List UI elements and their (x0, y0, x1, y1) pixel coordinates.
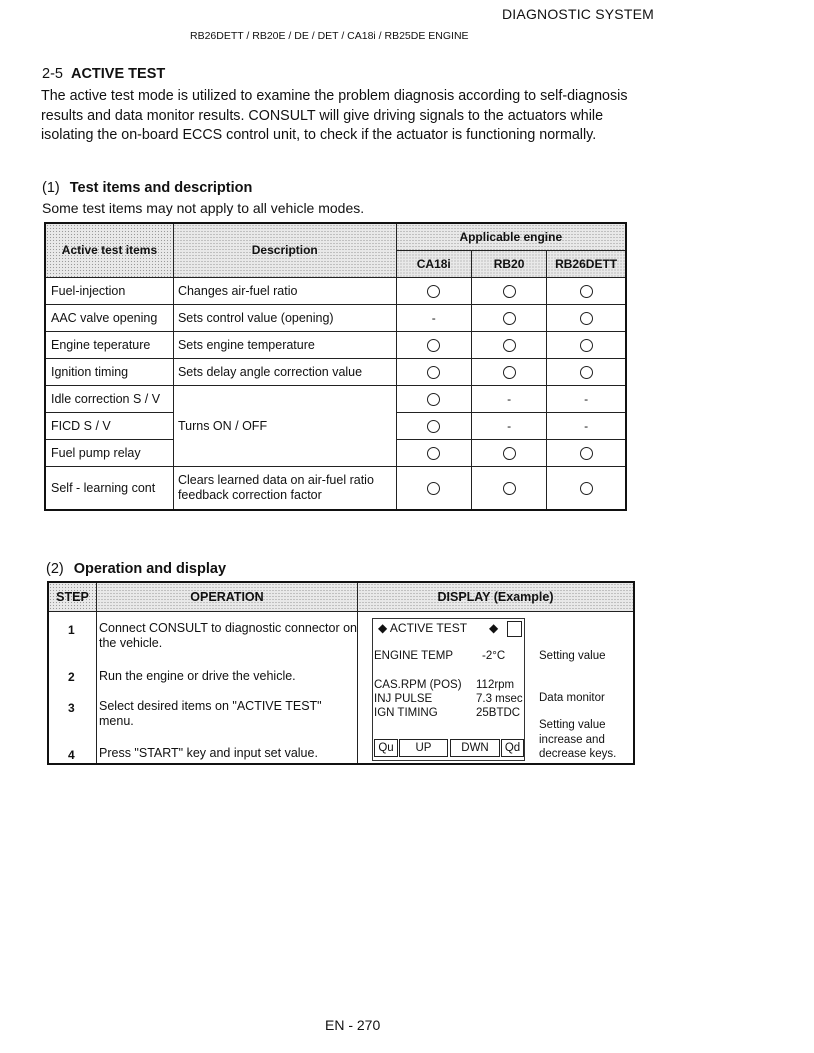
display-example (358, 612, 634, 764)
table-row (45, 385, 626, 412)
applicability-cell (471, 466, 546, 510)
applicability-cell (471, 331, 546, 358)
applicability-cell (396, 466, 471, 510)
header-title: DIAGNOSTIC SYSTEM (502, 6, 654, 22)
test-item: Ignition timing (45, 358, 173, 385)
applicability-cell (471, 412, 546, 439)
test-item: Fuel-injection (45, 277, 173, 304)
circle-mark-icon (580, 339, 593, 352)
test-description: Turns ON / OFF (173, 385, 396, 466)
circle-mark-icon (427, 393, 440, 406)
applicability-cell (396, 439, 471, 466)
col-header-display: DISPLAY (Example) (358, 582, 635, 612)
screen-title-row (378, 621, 467, 635)
applicability-cell (471, 304, 546, 331)
not-applicable-mark: - (507, 418, 512, 433)
not-applicable-mark: - (507, 391, 512, 406)
part2-number: (2) (46, 561, 64, 577)
circle-mark-icon (427, 482, 440, 495)
circle-mark-icon (580, 447, 593, 460)
part2-heading (46, 561, 226, 577)
diamond-icon: ◆ (489, 621, 499, 635)
test-description: Sets delay angle correction value (173, 358, 396, 385)
applicability-cell (547, 277, 626, 304)
circle-mark-icon (580, 482, 593, 495)
applicability-cell (396, 277, 471, 304)
step-text: Run the engine or drive the vehicle. (99, 669, 296, 683)
note-data-monitor: Data monitor (539, 692, 605, 704)
test-item: Fuel pump relay (45, 439, 173, 466)
screen-title: ACTIVE TEST (389, 621, 468, 635)
applicability-cell (547, 412, 626, 439)
part1-heading (42, 180, 252, 196)
key-up[interactable]: UP (399, 739, 448, 757)
test-item: AAC valve opening (45, 304, 173, 331)
applicability-cell (396, 412, 471, 439)
note-setting-value: Setting value (539, 650, 606, 662)
table-row (45, 331, 626, 358)
test-description: Clears learned data on air-fuel ratio feedback correction factor (173, 466, 396, 510)
col-header-operation: OPERATION (97, 582, 358, 612)
diamond-icon: ◆ (378, 621, 388, 635)
note-keys: Setting value increase and decrease keys. (539, 719, 617, 760)
step-number: 3 (68, 701, 75, 715)
table-row (45, 304, 626, 331)
col-header-desc: Description (173, 223, 396, 277)
part1-number: (1) (42, 180, 60, 196)
step-text: Press "START" key and input set value. (99, 746, 318, 760)
step-number: 1 (68, 623, 75, 637)
applicability-cell (547, 439, 626, 466)
header-subtitle: RB26DETT / RB20E / DE / DET / CA18i / RB25DE ENGINE (190, 30, 469, 42)
test-item: Idle correction S / V (45, 385, 173, 412)
circle-mark-icon (427, 420, 440, 433)
circle-mark-icon (427, 285, 440, 298)
circle-mark-icon (580, 366, 593, 379)
test-description: Sets engine temperature (173, 331, 396, 358)
test-item: Engine teperature (45, 331, 173, 358)
section-heading (42, 66, 165, 82)
screen-row-value: 25BTDC (476, 707, 521, 719)
test-description: Changes air-fuel ratio (173, 277, 396, 304)
circle-mark-icon (580, 312, 593, 325)
page-number: EN - 270 (325, 1017, 381, 1033)
key-qu[interactable]: Qu (374, 739, 398, 757)
circle-mark-icon (503, 366, 516, 379)
step-text: Connect CONSULT to diagnostic connector on the vehicle. (99, 621, 358, 650)
applicability-cell (396, 331, 471, 358)
test-item: Self - learning cont (45, 466, 173, 510)
table-row (45, 277, 626, 304)
screen-row-label: IGN TIMING (374, 707, 438, 719)
checkbox-icon (507, 621, 522, 637)
circle-mark-icon (580, 285, 593, 298)
section-title: ACTIVE TEST (70, 66, 166, 82)
step-number: 4 (68, 748, 75, 762)
circle-mark-icon (503, 312, 516, 325)
col-header-item: Active test items (45, 223, 173, 277)
part1-title: Test items and description (69, 180, 253, 196)
test-description: Sets control value (opening) (173, 304, 396, 331)
not-applicable-mark: - (584, 391, 589, 406)
screen-row-label: INJ PULSE (374, 693, 433, 705)
circle-mark-icon (427, 447, 440, 460)
table-row (45, 358, 626, 385)
col-header-engine-2: RB20 (471, 250, 546, 277)
circle-mark-icon (503, 482, 516, 495)
applicability-cell (547, 304, 626, 331)
circle-mark-icon (427, 366, 440, 379)
screen-row-label: CAS.RPM (POS) (374, 679, 462, 691)
screen-row-value: 112rpm (476, 679, 515, 691)
circle-mark-icon (427, 339, 440, 352)
col-header-engine: Applicable engine (396, 223, 626, 250)
applicability-cell (396, 358, 471, 385)
applicability-cell (471, 385, 546, 412)
applicability-cell (547, 385, 626, 412)
applicability-cell (396, 385, 471, 412)
applicability-cell (396, 304, 471, 331)
col-header-engine-1: CA18i (396, 250, 471, 277)
screen-row-value: 7.3 msec (476, 693, 523, 705)
step-text: Select desired items on "ACTIVE TEST" menu. (99, 699, 322, 728)
screen-row-label: ENGINE TEMP (374, 650, 454, 662)
col-header-step: STEP (48, 582, 97, 612)
screen-row-value: -2°C (482, 650, 506, 662)
applicability-cell (471, 358, 546, 385)
applicability-cell (471, 439, 546, 466)
not-applicable-mark: - (431, 310, 436, 325)
section-number: 2-5 (42, 66, 63, 82)
applicability-cell (471, 277, 546, 304)
step-number: 2 (68, 670, 75, 684)
section-intro: The active test mode is utilized to examine the problem diagnosis according to self-diagnosis results and data monitor results. CONSULT will give driving signals to the actuators while isolating the on-board ECCS control unit, to check if the actuator is functioning normally. (41, 88, 628, 143)
circle-mark-icon (503, 285, 516, 298)
applicability-cell (547, 358, 626, 385)
part2-title: Operation and display (73, 561, 227, 577)
part1-note: Some test items may not apply to all vehicle modes. (42, 200, 365, 216)
not-applicable-mark: - (584, 418, 589, 433)
key-qd[interactable]: Qd (501, 739, 524, 757)
applicability-cell (547, 331, 626, 358)
circle-mark-icon (503, 339, 516, 352)
test-item: FICD S / V (45, 412, 173, 439)
applicability-cell (547, 466, 626, 510)
table-row (45, 466, 626, 510)
circle-mark-icon (503, 447, 516, 460)
test-items-table (44, 222, 627, 511)
col-header-engine-3: RB26DETT (547, 250, 626, 277)
key-down[interactable]: DWN (450, 739, 500, 757)
